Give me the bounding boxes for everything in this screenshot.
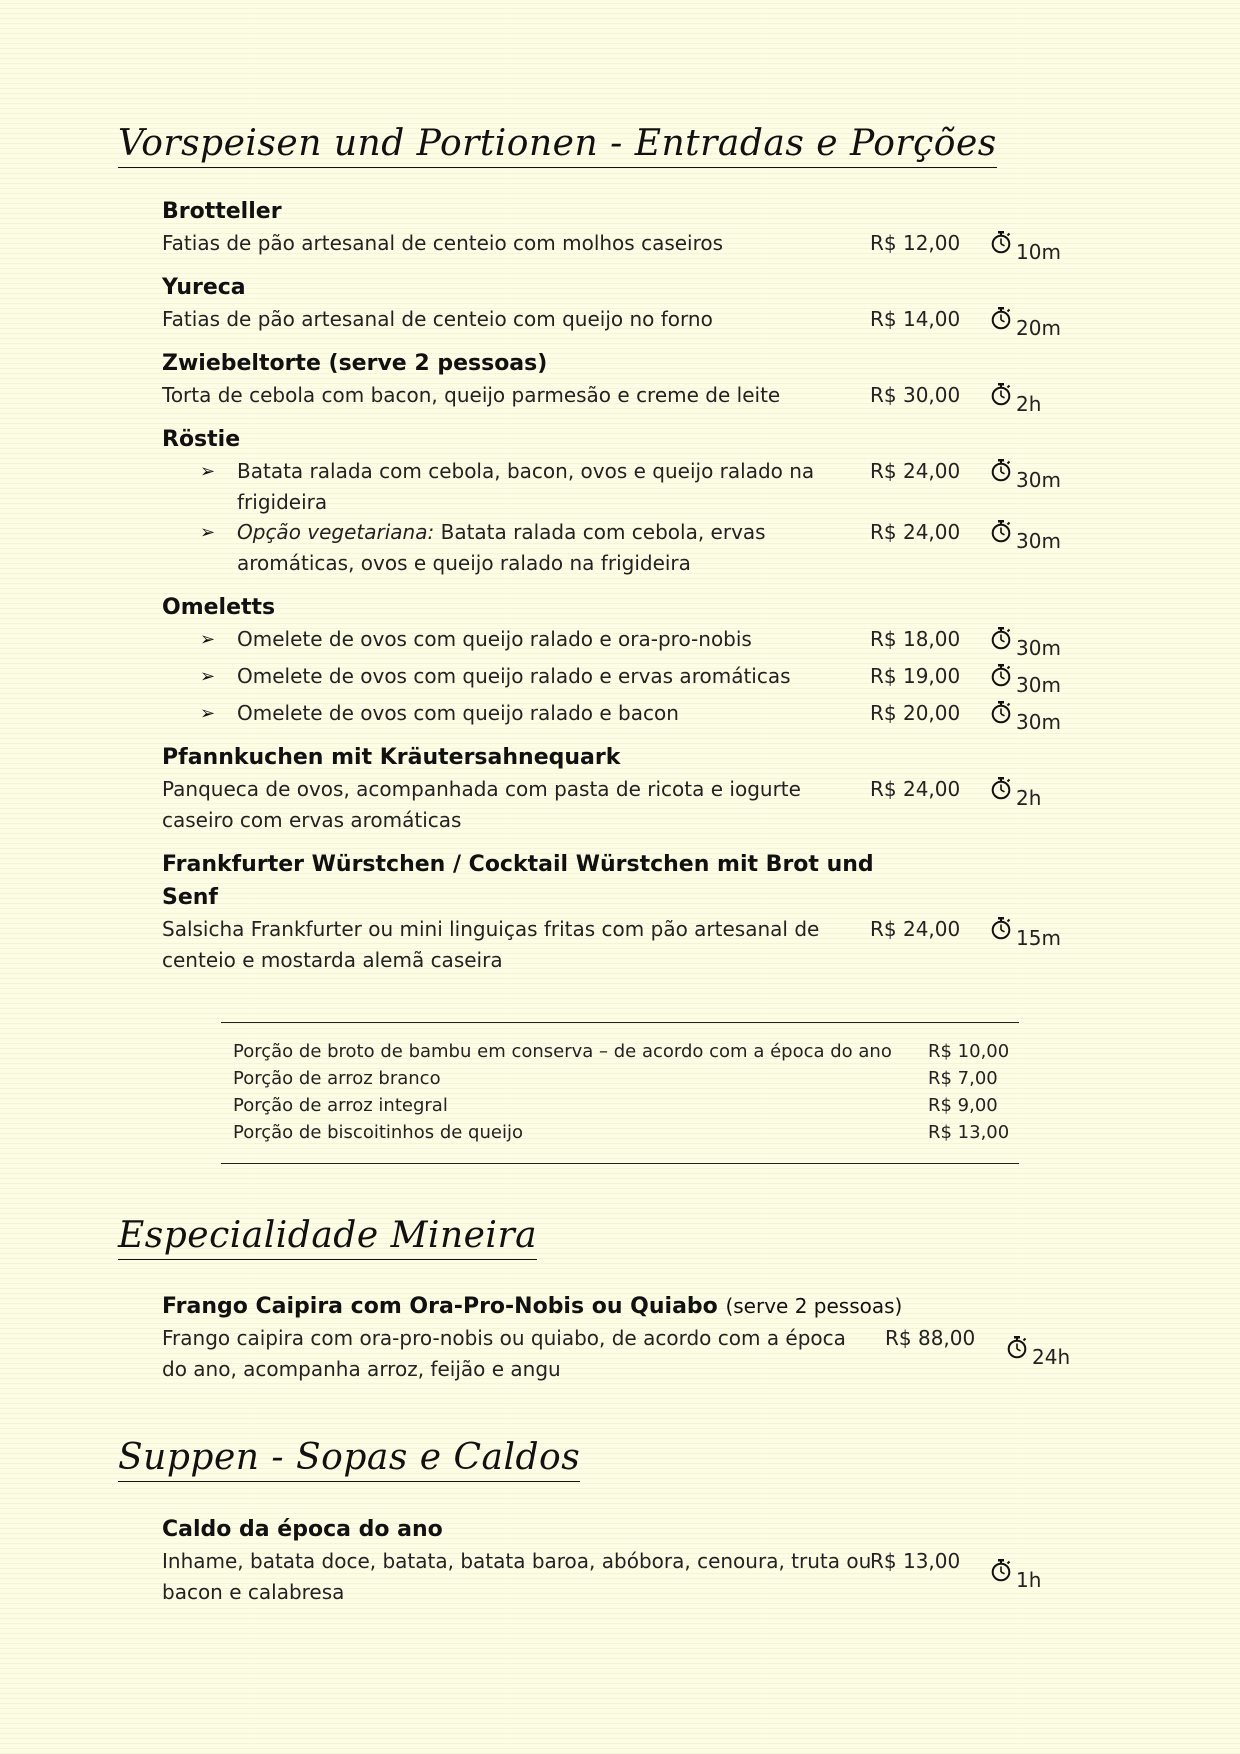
option-time [990,517,1061,557]
option-desc-text: Batata ralada com cebola, ervas [440,520,766,544]
option-time [990,698,1061,738]
item-name-zwiebeltorte: Zwiebeltorte (serve 2 pessoas) [162,351,548,376]
time-label: 30m [1016,636,1061,660]
side-portion-price: R$ 13,00 [928,1122,1010,1143]
item-time-zwiebeltorte [990,380,1041,420]
time-label: 2h [1016,392,1042,416]
item-desc-zwiebeltorte: Torta de cebola com bacon, queijo parmesão e creme de leite [162,383,781,407]
side-portions-table [221,1022,1019,1164]
time-label: 2h [1016,786,1042,810]
section-title-especialidade: Especialidade Mineira [118,1214,537,1260]
item-time-pfannkuchen [990,774,1041,814]
time-label: 30m [1016,468,1061,492]
vegetarian-label: Opção vegetariana: [237,520,435,544]
time-label: 10m [1016,240,1061,264]
side-portion-label: Porção de arroz branco [233,1068,441,1089]
stopwatch-icon [990,916,1012,940]
stopwatch-icon [990,519,1012,543]
item-price-zwiebeltorte: R$ 30,00 [870,383,961,407]
item-time-frankfurter [990,914,1061,954]
side-portion-price: R$ 7,00 [928,1068,998,1089]
item-desc-line: Salsicha Frankfurter ou mini linguiças fritas com pão artesanal de [162,917,820,941]
item-desc-line: Inhame, batata doce, batata, batata baroa, abóbora, cenoura, truta ou [162,1549,872,1573]
option-price: R$ 24,00 [870,520,961,544]
item-name-caldo: Caldo da época do ano [162,1517,443,1542]
time-label: 24h [1032,1345,1071,1369]
item-name-brotteller: Brotteller [162,199,282,224]
arrowhead-bullet-icon: ➢ [200,629,216,650]
side-portion-label: Porção de arroz integral [233,1095,448,1116]
serving-note: (serve 2 pessoas) [725,1294,903,1318]
item-name-omeletts: Omeletts [162,595,276,620]
section-title-entradas: Vorspeisen und Portionen - Entradas e Porções [118,122,997,168]
option-time [990,456,1061,496]
side-portion-label: Porção de biscoitinhos de queijo [233,1122,523,1143]
option-price: R$ 18,00 [870,627,961,651]
item-name-line: Senf [162,885,218,910]
item-desc-yureca: Fatias de pão artesanal de centeio com queijo no forno [162,307,713,331]
item-price-caldo: R$ 13,00 [870,1549,961,1573]
item-name-rostie: Röstie [162,427,241,452]
item-time-caldo [990,1556,1041,1596]
side-portion-price: R$ 10,00 [928,1041,1010,1062]
item-price-brotteller: R$ 12,00 [870,231,961,255]
item-desc-brotteller: Fatias de pão artesanal de centeio com molhos caseiros [162,231,724,255]
option-time [990,661,1061,701]
item-price-yureca: R$ 14,00 [870,307,961,331]
option-price: R$ 24,00 [870,459,961,483]
arrowhead-bullet-icon: ➢ [200,666,216,687]
item-name-text: Frango Caipira com Ora-Pro-Nobis ou Quiabo [162,1294,718,1319]
arrowhead-bullet-icon: ➢ [200,522,216,543]
item-name-pfannkuchen: Pfannkuchen mit Kräutersahnequark [162,745,621,770]
option-price: R$ 19,00 [870,664,961,688]
stopwatch-icon [990,306,1012,330]
item-time-frango [1006,1333,1070,1373]
option-time [990,624,1061,664]
arrowhead-bullet-icon: ➢ [200,703,216,724]
item-name-line: Frankfurter Würstchen / Cocktail Würstchen mit Brot und [162,852,874,877]
item-name-frango [162,1290,902,1323]
stopwatch-icon [990,382,1012,406]
time-label: 30m [1016,673,1061,697]
item-price-frankfurter: R$ 24,00 [870,917,961,941]
item-desc-line: Frango caipira com ora-pro-nobis ou quiabo, de acordo com a época [162,1326,846,1350]
stopwatch-icon [990,776,1012,800]
stopwatch-icon [990,700,1012,724]
stopwatch-icon [990,1558,1012,1582]
item-desc-line: bacon e calabresa [162,1580,345,1604]
time-label: 20m [1016,316,1061,340]
item-price-frango: R$ 88,00 [885,1326,976,1350]
time-label: 15m [1016,926,1061,950]
stopwatch-icon [990,626,1012,650]
option-desc-line: frigideira [237,490,328,514]
time-label: 1h [1016,1568,1042,1592]
option-desc-line [237,517,766,548]
stopwatch-icon [990,230,1012,254]
option-price: R$ 20,00 [870,701,961,725]
time-label: 30m [1016,529,1061,553]
item-desc-line: Panqueca de ovos, acompanhada com pasta de ricota e iogurte [162,777,801,801]
option-desc-line: aromáticas, ovos e queijo ralado na frigideira [237,551,691,575]
side-portion-label: Porção de broto de bambu em conserva – de acordo com a época do ano [233,1041,892,1062]
item-time-brotteller [990,228,1061,268]
option-desc-line: Omelete de ovos com queijo ralado e bacon [237,701,679,725]
item-name-yureca: Yureca [162,275,246,300]
time-label: 30m [1016,710,1061,734]
section-title-suppen: Suppen - Sopas e Caldos [118,1436,580,1482]
item-desc-line: do ano, acompanha arroz, feijão e angu [162,1357,561,1381]
stopwatch-icon [990,663,1012,687]
item-desc-line: caseiro com ervas aromáticas [162,808,462,832]
option-desc-line: Omelete de ovos com queijo ralado e ervas aromáticas [237,664,791,688]
item-desc-line: centeio e mostarda alemã caseira [162,948,503,972]
option-desc-line: Omelete de ovos com queijo ralado e ora-pro-nobis [237,627,752,651]
side-portion-price: R$ 9,00 [928,1095,998,1116]
item-price-pfannkuchen: R$ 24,00 [870,777,961,801]
stopwatch-icon [990,458,1012,482]
option-desc-line: Batata ralada com cebola, bacon, ovos e queijo ralado na [237,459,815,483]
item-time-yureca [990,304,1061,344]
stopwatch-icon [1006,1335,1028,1359]
arrowhead-bullet-icon: ➢ [200,461,216,482]
